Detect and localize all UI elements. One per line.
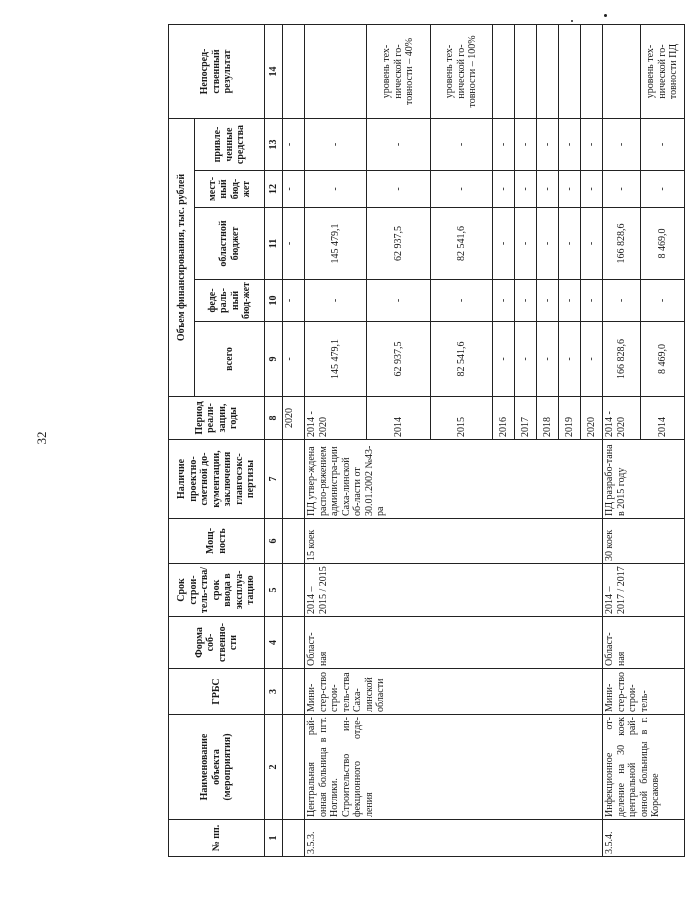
header-capacity: Мощ-ность xyxy=(169,519,265,564)
column-number-row xyxy=(265,25,283,857)
column-number: 2 xyxy=(265,715,283,820)
regional-cell: 166 828,6 xyxy=(603,208,641,280)
local-cell: - xyxy=(603,171,641,208)
header-total: всего xyxy=(195,322,265,397)
other-cell: - xyxy=(603,119,641,171)
other-cell: - xyxy=(305,119,367,171)
column-number: 10 xyxy=(265,280,283,322)
column-number: 4 xyxy=(265,617,283,669)
result-cell xyxy=(537,25,559,119)
result-cell xyxy=(515,25,537,119)
item-capacity: 30 коек xyxy=(603,519,685,564)
result-cell xyxy=(581,25,603,119)
header-regional: областной бюджет xyxy=(195,208,265,280)
item-capacity: 15 коек xyxy=(305,519,603,564)
local-cell: - xyxy=(581,171,603,208)
other-cell: - xyxy=(431,119,493,171)
result-cell: уровень тех-нической го-товности – 100% xyxy=(431,25,493,119)
other-cell: - xyxy=(559,119,581,171)
total-cell: 82 541,6 xyxy=(431,322,493,397)
total-cell: - xyxy=(515,322,537,397)
funding-table xyxy=(168,24,685,857)
other-cell: - xyxy=(537,119,559,171)
header-deadline: Срок строи-тель-ства/срок ввода в эксплуа-тацию xyxy=(169,564,265,617)
column-number: 13 xyxy=(265,119,283,171)
federal-cell: - xyxy=(283,280,305,322)
federal-cell: - xyxy=(305,280,367,322)
local-cell: - xyxy=(305,171,367,208)
item-deadline: 2014 – 2015 / 2015 xyxy=(305,564,603,617)
other-cell: - xyxy=(641,119,685,171)
regional-cell: 8 469,0 xyxy=(641,208,685,280)
other-cell: - xyxy=(283,119,305,171)
local-cell: - xyxy=(559,171,581,208)
header-ownership: Форма соб-ственно-сти xyxy=(169,617,265,669)
federal-cell: - xyxy=(581,280,603,322)
result-cell: уровень тех-нической го-товности ПД xyxy=(641,25,685,119)
result-cell xyxy=(493,25,515,119)
item-number: 3.5.3. xyxy=(305,820,603,857)
header-other: привле-ченные средства xyxy=(195,119,265,171)
other-cell: - xyxy=(515,119,537,171)
header-result: Непосред-ственный результат xyxy=(169,25,265,119)
federal-cell: - xyxy=(493,280,515,322)
speck-mark xyxy=(604,14,607,17)
result-cell: уровень тех-нической го-товности – 40% xyxy=(367,25,431,119)
regional-cell: 82 541,6 xyxy=(431,208,493,280)
result-cell xyxy=(305,25,367,119)
column-number: 9 xyxy=(265,322,283,397)
item-name: Центральная рай-онная больница в пгт. Ноглики. Строительство ин-фекционного отде-ления xyxy=(305,715,603,820)
item-grbs: Мини-стер-ство строи-тель-ства Саха-линской области xyxy=(305,669,603,715)
item-ownership: Област-ная xyxy=(603,617,685,669)
table-row xyxy=(305,25,367,857)
period-cell: 2020 xyxy=(581,397,603,440)
item-name: Инфекционное от-деление на 30 коек центральной рай-онной больницы в г. Корсакове xyxy=(603,715,685,820)
regional-cell: - xyxy=(559,208,581,280)
column-number: 3 xyxy=(265,669,283,715)
federal-cell: - xyxy=(603,280,641,322)
item-grbs: Мини-стер-ство строи-тель- xyxy=(603,669,685,715)
regional-cell: - xyxy=(581,208,603,280)
item-docs: ПД разрабо-тана в 2015 году xyxy=(603,440,685,519)
local-cell: - xyxy=(641,171,685,208)
period-cell: 2014 - 2020 xyxy=(305,397,367,440)
regional-cell: 62 937,5 xyxy=(367,208,431,280)
regional-cell: - xyxy=(537,208,559,280)
header-num: № пп. xyxy=(169,820,265,857)
period-cell: 2020 xyxy=(283,397,305,440)
speck-mark xyxy=(571,20,573,22)
federal-cell: - xyxy=(641,280,685,322)
header-period: Период реали-зации, годы xyxy=(169,397,265,440)
total-cell: 62 937,5 xyxy=(367,322,431,397)
local-cell: - xyxy=(515,171,537,208)
local-cell: - xyxy=(283,171,305,208)
header-docs: Наличие проектно-сметной до-кументации, заключения главгосэкс-пертизы xyxy=(169,440,265,519)
rotated-table-frame xyxy=(168,25,680,857)
federal-cell: - xyxy=(537,280,559,322)
total-cell: - xyxy=(493,322,515,397)
local-cell: - xyxy=(537,171,559,208)
local-cell: - xyxy=(367,171,431,208)
column-number: 8 xyxy=(265,397,283,440)
column-number: 5 xyxy=(265,564,283,617)
regional-cell: - xyxy=(283,208,305,280)
item-number: 3.5.4. xyxy=(603,820,685,857)
result-cell xyxy=(283,25,305,119)
period-cell: 2017 xyxy=(515,397,537,440)
total-cell: - xyxy=(559,322,581,397)
regional-cell: - xyxy=(493,208,515,280)
total-cell: 166 828,6 xyxy=(603,322,641,397)
period-cell: 2018 xyxy=(537,397,559,440)
header-grbs: ГРБС xyxy=(169,669,265,715)
total-cell: - xyxy=(537,322,559,397)
item-ownership: Област-ная xyxy=(305,617,603,669)
other-cell: - xyxy=(493,119,515,171)
header-local: мест-ный бюд-жет xyxy=(195,171,265,208)
column-number: 7 xyxy=(265,440,283,519)
header-funding-group: Объем финансирования, тыс. рублей xyxy=(169,119,195,397)
other-cell: - xyxy=(581,119,603,171)
total-cell: 8 469,0 xyxy=(641,322,685,397)
regional-cell: 145 479,1 xyxy=(305,208,367,280)
federal-cell: - xyxy=(515,280,537,322)
column-number: 14 xyxy=(265,25,283,119)
column-number: 11 xyxy=(265,208,283,280)
other-cell: - xyxy=(367,119,431,171)
period-cell: 2019 xyxy=(559,397,581,440)
total-cell: - xyxy=(283,322,305,397)
column-number: 12 xyxy=(265,171,283,208)
period-cell: 2016 xyxy=(493,397,515,440)
federal-cell: - xyxy=(559,280,581,322)
federal-cell: - xyxy=(367,280,431,322)
header-federal: феде-раль-ный бюд-жет xyxy=(195,280,265,322)
header-row xyxy=(169,25,195,857)
total-cell: - xyxy=(581,322,603,397)
period-cell: 2014 xyxy=(367,397,431,440)
period-cell: 2014 - 2020 xyxy=(603,397,641,440)
regional-cell: - xyxy=(515,208,537,280)
table-row xyxy=(603,25,641,857)
header-name: Наименование объекта (мероприятия) xyxy=(169,715,265,820)
result-cell xyxy=(603,25,641,119)
table-row xyxy=(283,25,305,857)
period-cell: 2014 xyxy=(641,397,685,440)
column-number: 1 xyxy=(265,820,283,857)
local-cell: - xyxy=(493,171,515,208)
total-cell: 145 479,1 xyxy=(305,322,367,397)
column-number: 6 xyxy=(265,519,283,564)
local-cell: - xyxy=(431,171,493,208)
item-docs: ПД утвер-ждена распо-ряжением администра-ции Саха-линской об-ласти от 30.01.2002 №43-ра xyxy=(305,440,603,519)
result-cell xyxy=(559,25,581,119)
item-deadline: 2014 – 2017 / 2017 xyxy=(603,564,685,617)
period-cell: 2015 xyxy=(431,397,493,440)
federal-cell: - xyxy=(431,280,493,322)
page-number: 32 xyxy=(34,431,49,445)
